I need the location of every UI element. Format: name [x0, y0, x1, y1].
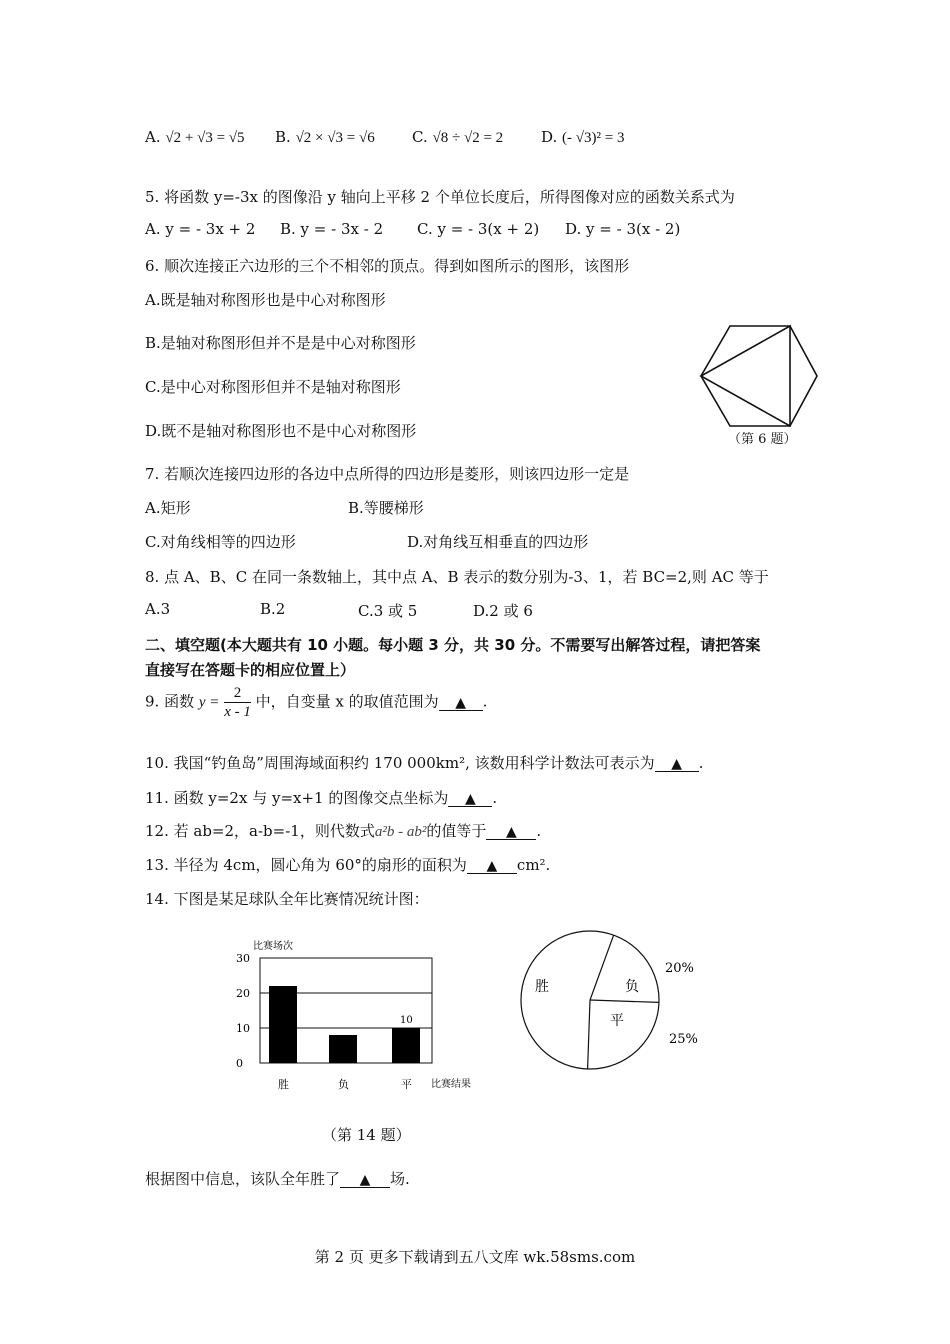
hexagon-outline	[701, 326, 817, 426]
q7-option-d: D.对角线互相垂直的四边形	[407, 533, 589, 551]
q4-option-c: C. √8 ÷ √2 = 2	[412, 128, 504, 146]
bar-category-label: 胜	[278, 1078, 289, 1091]
pie-slice-boundary	[588, 1000, 590, 1069]
q7-stem: 7. 若顺次连接四边形的各边中点所得的四边形是菱形，则该四边形一定是	[145, 465, 630, 483]
q6-option-c: C.是中心对称图形但并不是轴对称图形	[145, 378, 401, 396]
q9: 9. 函数 y = $\frac{2}{x - 1}$ 中，自变量 x 的取值范围为 ▲ .	[145, 685, 488, 720]
q12: 12. 若 ab=2，a-b=-1，则代数式a²b - ab²的值等于 ▲ .	[145, 822, 542, 840]
q8-option-b: B.2	[260, 600, 286, 618]
pie-slice-label: 平	[610, 1013, 624, 1029]
section2-heading-line2: 直接写在答题卡的相应位置上）	[145, 661, 356, 679]
q9-fraction: $\frac{2}{x - 1}$	[224, 685, 251, 720]
inscribed-triangle	[701, 326, 790, 426]
pie-slice-boundary	[590, 935, 614, 1000]
pie-slice-label: 负	[625, 979, 639, 995]
q14-answer: 根据图中信息，该队全年胜了 ▲ 场.	[145, 1170, 410, 1188]
q5-option-d: D. y = - 3(x - 2)	[565, 220, 681, 238]
hexagon-figure	[695, 322, 825, 427]
pie-slice-label: 胜	[535, 979, 549, 995]
q8-option-d: D.2 或 6	[473, 602, 533, 620]
bar-ytick-label: 10	[236, 1022, 250, 1035]
q7-option-c: C.对角线相等的四边形	[145, 533, 296, 551]
q8-stem: 8. 点 A、B、C 在同一条数轴上，其中点 A、B 表示的数分别为-3、1，若 BC=2,则 AC 等于	[145, 568, 769, 586]
q14-caption: （第 14 题）	[322, 1126, 411, 1144]
bar-ytick-label: 30	[236, 952, 250, 965]
q8-option-c: C.3 或 5	[358, 602, 418, 620]
bar-category-label: 负	[338, 1078, 349, 1091]
section2-heading-line1: 二、填空题(本大题共有 10 小题。每小题 3 分，共 30 分。不需要写出解答过程，请把答案	[145, 636, 761, 654]
q14-stem: 14. 下图是某足球队全年比赛情况统计图：	[145, 890, 429, 908]
bar-ytick-label: 0	[236, 1057, 243, 1070]
q10: 10. 我国“钓鱼岛”周围海域面积约 170 000km², 该数用科学计数法可表示为 ▲ .	[145, 754, 704, 772]
bar-ylabel: 比赛场次	[253, 941, 293, 952]
q5-option-b: B. y = - 3x - 2	[280, 220, 384, 238]
bar-data-label: 10	[400, 1015, 413, 1026]
pie-percent-label: 20%	[665, 961, 694, 976]
q5-option-a: A. y = - 3x + 2	[145, 220, 256, 238]
bar-chart	[225, 935, 495, 1100]
bar-ytick-label: 20	[236, 987, 250, 1000]
q6-stem: 6. 顺次连接正六边形的三个不相邻的顶点。得到如图所示的图形，该图形	[145, 257, 630, 275]
q7-option-b: B.等腰梯形	[348, 499, 424, 517]
q6-option-a: A.既是轴对称图形也是中心对称图形	[145, 291, 386, 309]
q5-option-c: C. y = - 3(x + 2)	[417, 220, 540, 238]
q6-caption: （第 6 题）	[728, 432, 797, 447]
q4-option-a: A. √2 + √3 = √5	[145, 128, 245, 146]
bar-2	[392, 1028, 420, 1063]
bar-category-label: 平	[401, 1078, 412, 1091]
q6-option-d: D.既不是轴对称图形也不是中心对称图形	[145, 422, 417, 440]
pie-chart	[515, 925, 710, 1075]
q4-option-b: B. √2 × √3 = √6	[275, 128, 375, 146]
pie-slice-boundary	[590, 1000, 659, 1002]
pie-percent-label: 25%	[669, 1032, 698, 1047]
q8-option-a: A.3	[145, 600, 171, 618]
q7-option-a: A.矩形	[145, 499, 191, 517]
bar-0	[269, 986, 297, 1063]
q13: 13. 半径为 4cm，圆心角为 60°的扇形的面积为 ▲ cm².	[145, 856, 551, 874]
q11: 11. 函数 y=2x 与 y=x+1 的图像交点坐标为 ▲ .	[145, 789, 498, 807]
q5-stem: 5. 将函数 y=-3x 的图像沿 y 轴向上平移 2 个单位长度后，所得图像对应的函数关系式为	[145, 188, 735, 206]
page-footer: 第 2 页 更多下载请到五八文库 wk.58sms.com	[314, 1248, 636, 1266]
bar-xlabel: 比赛结果	[431, 1079, 471, 1090]
bar-1	[329, 1035, 357, 1063]
q4-option-d: D. (- √3)² = 3	[541, 128, 625, 146]
q6-option-b: B.是轴对称图形但并不是是中心对称图形	[145, 334, 416, 352]
